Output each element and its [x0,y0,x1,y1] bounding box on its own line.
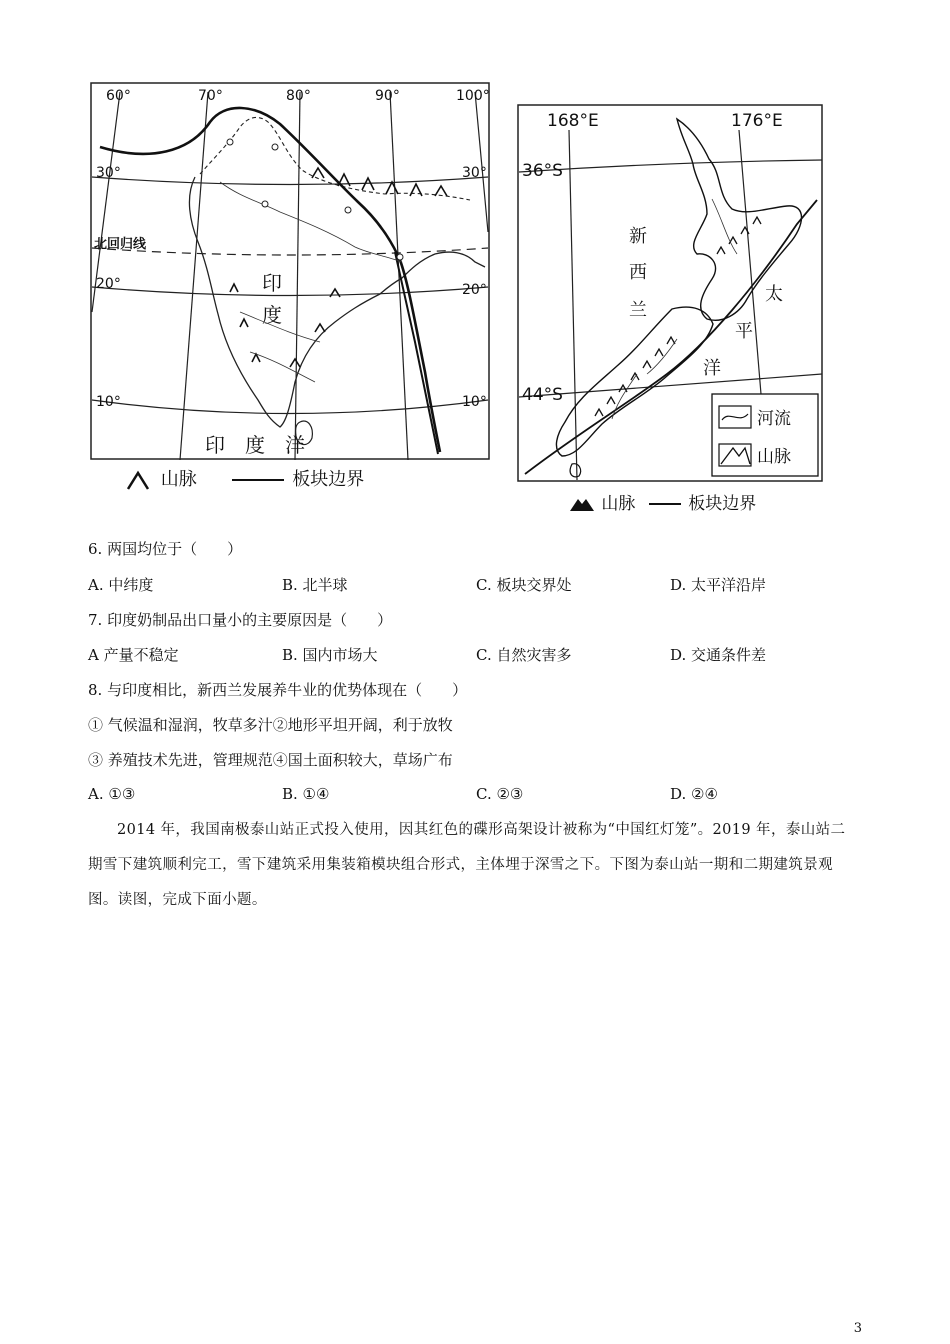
ocean-char-ping: 平 [735,321,753,342]
nz-legend [568,489,756,514]
lon-label-176e: 176°E [731,111,783,131]
country-label-yin: 印 [262,271,282,295]
q7-option-a: A 产量不稳定 [88,646,179,664]
india-legend [125,465,364,491]
q7-stem: 7. 印度奶制品出口量小的主要原因是（ ） [88,611,393,629]
legend-mountain-label: 山脉 [160,469,197,490]
q8-option-d: D. ②④ [670,785,718,803]
ocean-char-tai: 太 [765,284,783,305]
ocean-char-yang: 洋 [703,358,721,379]
q6-option-a: A. 中纬度 [88,576,154,594]
lat-label-30-right: 30° [462,165,487,181]
country-char-xin: 新 [629,226,647,247]
lon-label-100: 100° [456,88,490,104]
lat-label-36s: 36°S [522,161,563,181]
q8-statement-line-1: ① 气候温和湿润，牧草多汁②地形平坦开阔，利于放牧 [88,716,453,734]
q8-option-c: C. ②③ [476,785,524,803]
page-number: 3 [853,1321,862,1336]
lat-label-20-right: 20° [462,282,487,298]
india-map [90,82,492,462]
q8-stem: 8. 与印度相比，新西兰发展养牛业的优势体现在（ ） [88,681,468,699]
lon-label-168e: 168°E [547,111,599,131]
q6-option-c: C. 板块交界处 [476,576,572,594]
q7-option-b: B. 国内市场大 [282,646,378,664]
q6-option-d: D. 太平洋沿岸 [670,576,767,594]
tropic-label: 北回归线 [94,237,147,252]
lon-label-70: 70° [198,88,223,104]
q7-option-d: D. 交通条件差 [670,646,767,664]
legend-mountain-label-nz: 山脉 [757,447,791,467]
country-char-xi: 西 [629,262,647,283]
q6-option-b: B. 北半球 [282,576,348,594]
nz-legend-boundary-label: 板块边界 [688,494,757,514]
lat-label-44s: 44°S [522,385,563,405]
nz-inner-legend [712,394,818,476]
q8-statement-line-2: ③ 养殖技术先进，管理规范④国土面积较大，草场广布 [88,751,453,769]
lat-label-30-left: 30° [96,165,121,181]
ocean-label: 印 度 洋 [205,433,305,457]
legend-river-label: 河流 [757,409,791,429]
country-label-du: 度 [262,303,282,327]
mountain-icon [125,469,155,491]
passage-paragraph: 2014 年，我国南极泰山站正式投入使用，因其红色的碟形高架设计被称为“中国红灯笼”。2019 年，泰山站二期雪下建筑顺利完工，雪下建筑采用集装箱模块组合形式，主体埋于深雪之下。下图为泰山站一期和二期建筑景观图。读图，完成下面小题。 [88,822,846,908]
lat-label-10-right: 10° [462,394,487,410]
country-char-lan: 兰 [629,300,647,321]
legend-boundary-label: 板块边界 [292,469,365,490]
lon-label-90: 90° [375,88,400,104]
q7-option-c: C. 自然灾害多 [476,646,572,664]
mountain-filled-icon [568,495,596,513]
new-zealand-map [517,104,825,484]
lat-label-20-left: 20° [96,276,121,292]
boundary-line-icon [230,475,286,485]
q6-stem: 6. 两国均位于（ ） [88,540,243,558]
lon-label-60: 60° [106,88,131,104]
nz-legend-mountain-label: 山脉 [601,494,636,514]
q8-option-b: B. ①④ [282,785,330,803]
lon-label-80: 80° [286,88,311,104]
lat-label-10-left: 10° [96,394,121,410]
q8-option-a: A. ①③ [88,785,136,803]
boundary-line-icon [647,499,683,509]
